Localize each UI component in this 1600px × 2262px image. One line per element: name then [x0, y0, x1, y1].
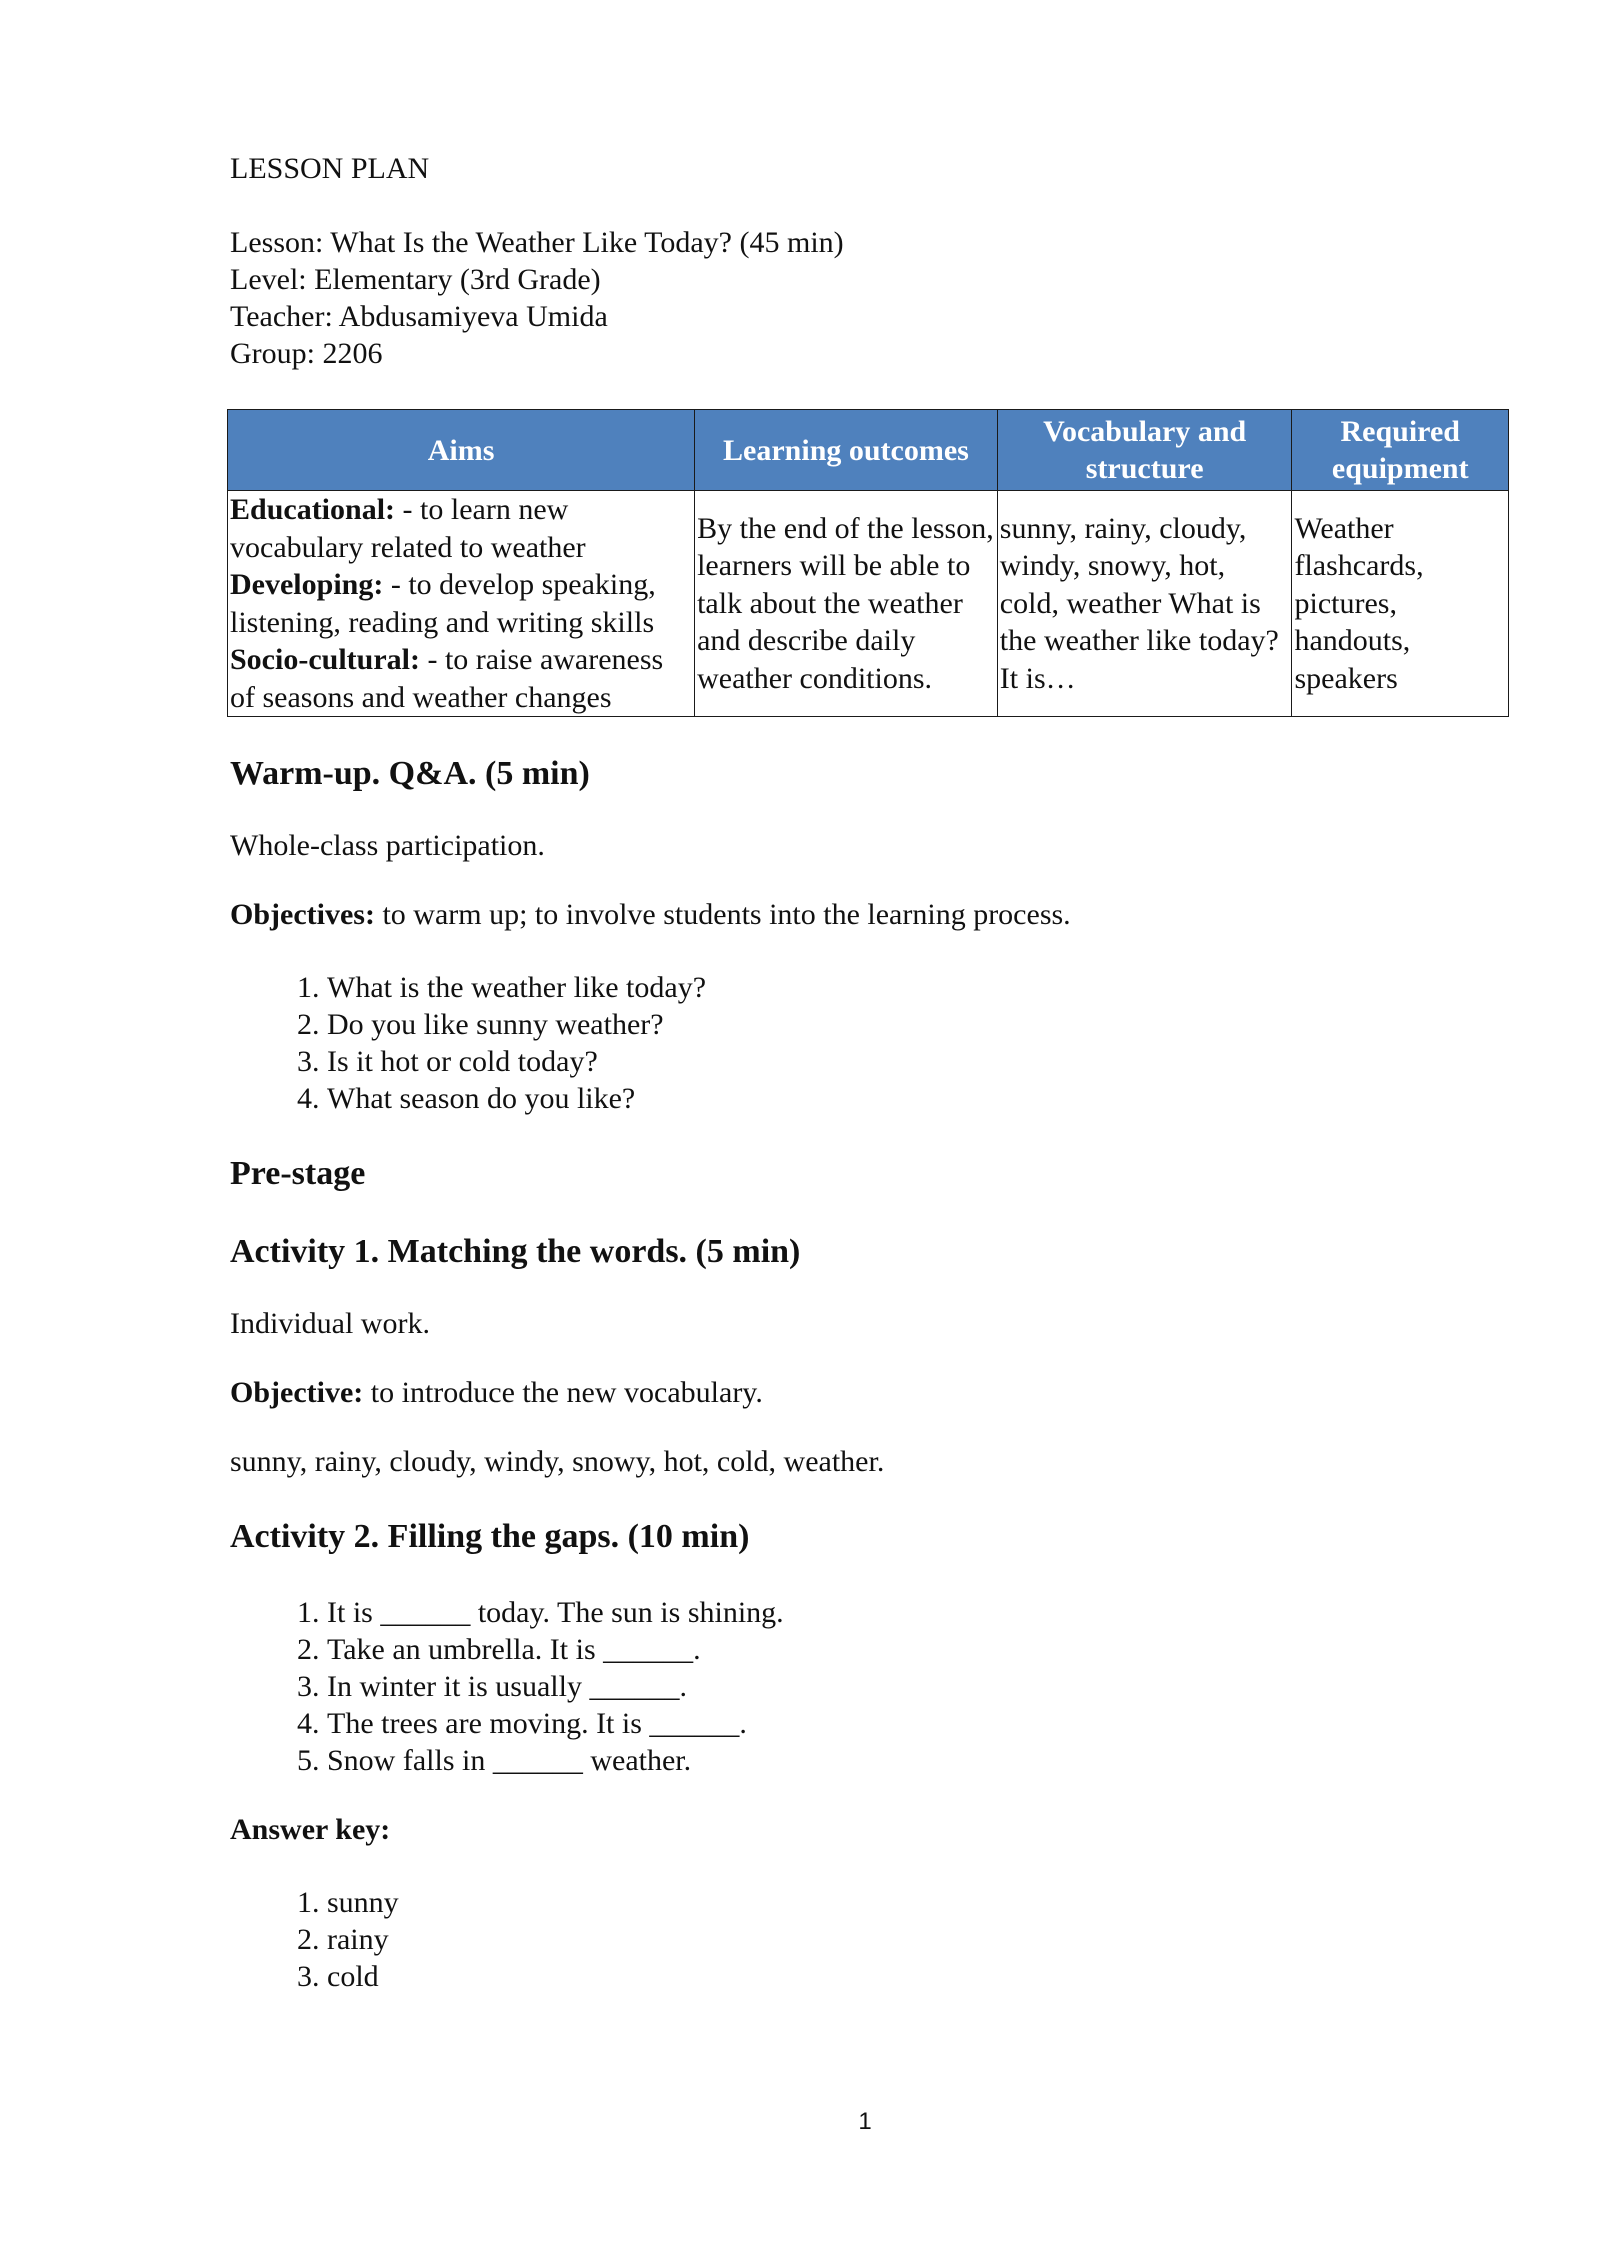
- objectives-label: Objectives:: [230, 898, 375, 931]
- aim-label: Socio-cultural:: [230, 643, 420, 676]
- objectives-text: to warm up; to involve students into the learning process.: [374, 898, 1071, 931]
- answer-key-list: [230, 1884, 1510, 1995]
- header-aims: Aims: [228, 410, 695, 491]
- header-equipment: Required equipment: [1292, 410, 1509, 491]
- activity1-heading: Activity 1. Matching the words. (5 min): [230, 1233, 801, 1270]
- warmup-objectives: [230, 896, 1510, 933]
- aim-label: Developing:: [230, 568, 384, 601]
- vocabulary-cell: sunny, rainy, cloudy, windy, snowy, hot, cold, weather What is the weather like today? It is…: [997, 491, 1292, 717]
- prestage-heading: Pre-stage: [230, 1155, 366, 1192]
- warmup-heading: Warm-up. Q&A. (5 min): [230, 755, 590, 792]
- level-line: Level: Elementary (3rd Grade): [230, 263, 601, 296]
- aim-developing: [230, 566, 692, 641]
- lesson-line: Lesson: What Is the Weather Like Today? (45 min): [230, 226, 844, 259]
- page-number: 1: [858, 2108, 872, 2135]
- activity2-heading: Activity 2. Filling the gaps. (10 min): [230, 1518, 750, 1555]
- warmup-questions-list: [230, 969, 1510, 1117]
- document-body: [230, 150, 1510, 1995]
- objective-label: Objective:: [230, 1376, 364, 1409]
- table-header-row: [228, 410, 1509, 491]
- group-line: Group: 2206: [230, 337, 383, 370]
- answer-key-label: Answer key:: [230, 1813, 391, 1846]
- list-item: 1. It is ______ today. The sun is shining.: [327, 1594, 1510, 1631]
- equipment-cell: Weather flashcards, pictures, handouts, speakers: [1292, 491, 1509, 717]
- list-item: 2. Take an umbrella. It is ______.: [327, 1631, 1510, 1668]
- lesson-meta: [230, 224, 1510, 372]
- table-row: [228, 491, 1509, 717]
- list-item: 2. Do you like sunny weather?: [327, 1006, 1510, 1043]
- list-item: 3. In winter it is usually ______.: [327, 1668, 1510, 1705]
- header-vocabulary: Vocabulary and structure: [997, 410, 1292, 491]
- list-item: 1. sunny: [327, 1884, 1510, 1921]
- list-item: 4. The trees are moving. It is ______.: [327, 1705, 1510, 1742]
- aim-text: - to learn new vocabulary related to weather: [230, 493, 586, 564]
- activity1-mode: Individual work.: [230, 1307, 430, 1340]
- list-item: 1. What is the weather like today?: [327, 969, 1510, 1006]
- outcomes-cell: By the end of the lesson, learners will be able to talk about the weather and describe daily weather conditions.: [695, 491, 998, 717]
- aim-text: - to develop speaking, listening, reading and writing skills: [230, 568, 656, 639]
- lesson-plan-table: [227, 409, 1509, 717]
- gap-fill-list: [230, 1594, 1510, 1779]
- list-item: 4. What season do you like?: [327, 1080, 1510, 1117]
- list-item: 2. rainy: [327, 1921, 1510, 1958]
- aim-educational: [230, 491, 692, 566]
- list-item: 3. cold: [327, 1958, 1510, 1995]
- teacher-line: Teacher: Abdusamiyeva Umida: [230, 300, 608, 333]
- header-learning-outcomes: Learning outcomes: [695, 410, 998, 491]
- warmup-mode: Whole-class participation.: [230, 829, 545, 862]
- document-title: LESSON PLAN: [230, 152, 430, 185]
- list-item: 5. Snow falls in ______ weather.: [327, 1742, 1510, 1779]
- activity1-words: sunny, rainy, cloudy, windy, snowy, hot, cold, weather.: [230, 1445, 885, 1478]
- activity1-objective: [230, 1374, 1510, 1411]
- aim-socio-cultural: [230, 641, 692, 716]
- list-item: 3. Is it hot or cold today?: [327, 1043, 1510, 1080]
- aims-cell: [228, 491, 695, 717]
- objective-text: to introduce the new vocabulary.: [363, 1376, 763, 1409]
- aim-label: Educational:: [230, 493, 396, 526]
- aim-text: - to raise awareness of seasons and weather changes: [230, 643, 664, 714]
